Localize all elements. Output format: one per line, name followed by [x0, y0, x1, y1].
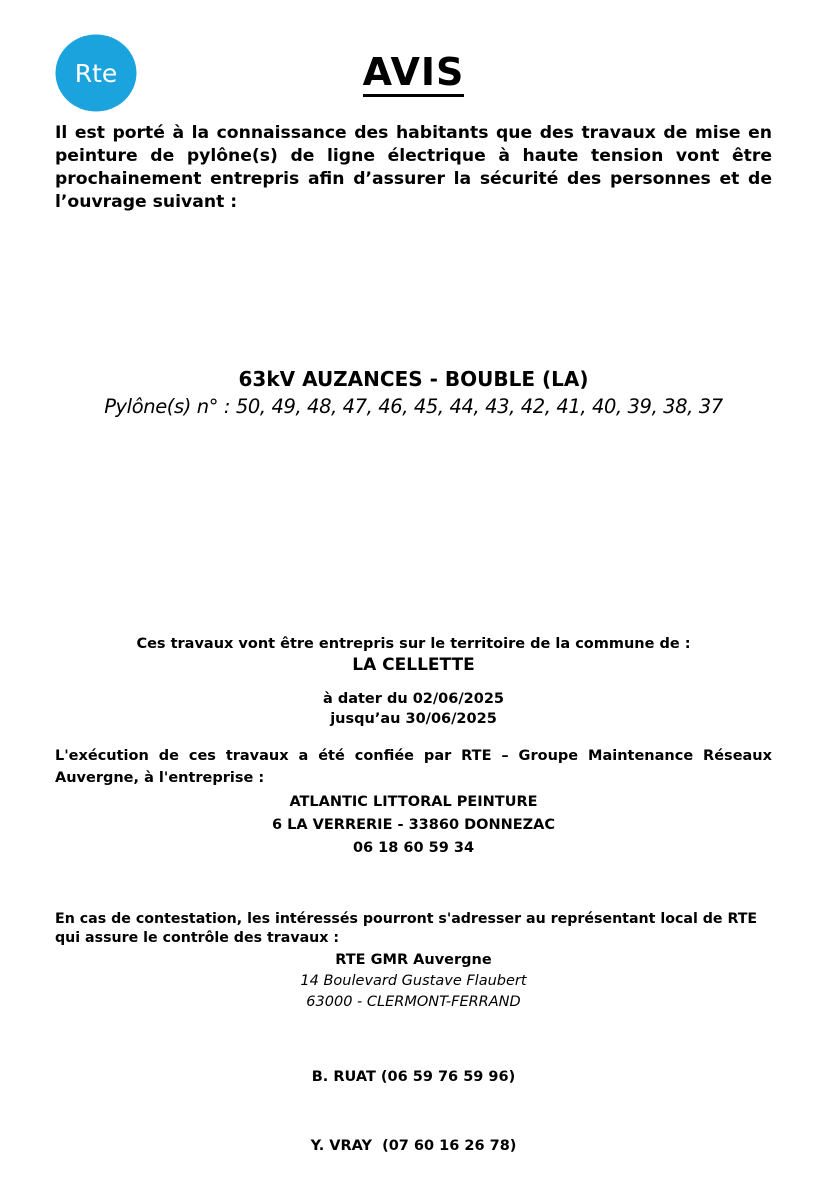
page-title: AVIS — [0, 50, 827, 94]
pylon-numbers: Pylône(s) n° : 50, 49, 48, 47, 46, 45, 44, 43, 42, 41, 40, 39, 38, 37 — [104, 395, 723, 418]
contractor-address: 6 LA VERRERIE - 33860 DONNEZAC — [272, 817, 555, 833]
contestation-paragraph: En cas de contestation, les intéressés pourront s'adresser au représentant local de RTE qui assure le contrôle des travaux : — [55, 911, 758, 946]
intro-paragraph: Il est porté à la connaissance des habitants que des travaux de mise en peinture de pylône(s) de ligne électrique à haute tension vont être prochainement entrepris afin d’assurer la sécurité des personnes et de l’ouvrage suivant : — [55, 123, 772, 212]
representative-address — [0, 971, 827, 1013]
date-to: jusqu’au 30/06/2025 — [330, 711, 497, 727]
territory-label: Ces travaux vont être entrepris sur le territoire de la commune de : — [136, 636, 691, 652]
contact-vray: Y. VRAY (07 60 16 26 78) — [310, 1138, 517, 1154]
representative-city: 63000 - CLERMONT-FERRAND — [306, 994, 521, 1010]
commune-name: LA CELLETTE — [352, 655, 475, 675]
representative-street: 14 Boulevard Gustave Flaubert — [300, 973, 527, 989]
contractor-name: ATLANTIC LITTORAL PEINTURE — [289, 794, 538, 810]
date-from: à dater du 02/06/2025 — [322, 691, 505, 707]
representative-name: RTE GMR Auvergne — [335, 952, 492, 968]
rte-logo-text: Rte — [74, 59, 118, 88]
execution-paragraph: L'exécution de ces travaux a été confiée par RTE – Groupe Maintenance Réseaux Auvergne, à l'entreprise : — [55, 748, 772, 786]
contractor-phone: 06 18 60 59 34 — [352, 840, 475, 856]
work-dates — [0, 689, 827, 729]
representative-contacts — [0, 1020, 827, 1181]
line-name: 63kV AUZANCES - BOUBLE (LA) — [238, 367, 589, 391]
contractor-block — [0, 791, 827, 860]
contact-ruat: B. RUAT (06 59 76 59 96) — [311, 1069, 516, 1085]
